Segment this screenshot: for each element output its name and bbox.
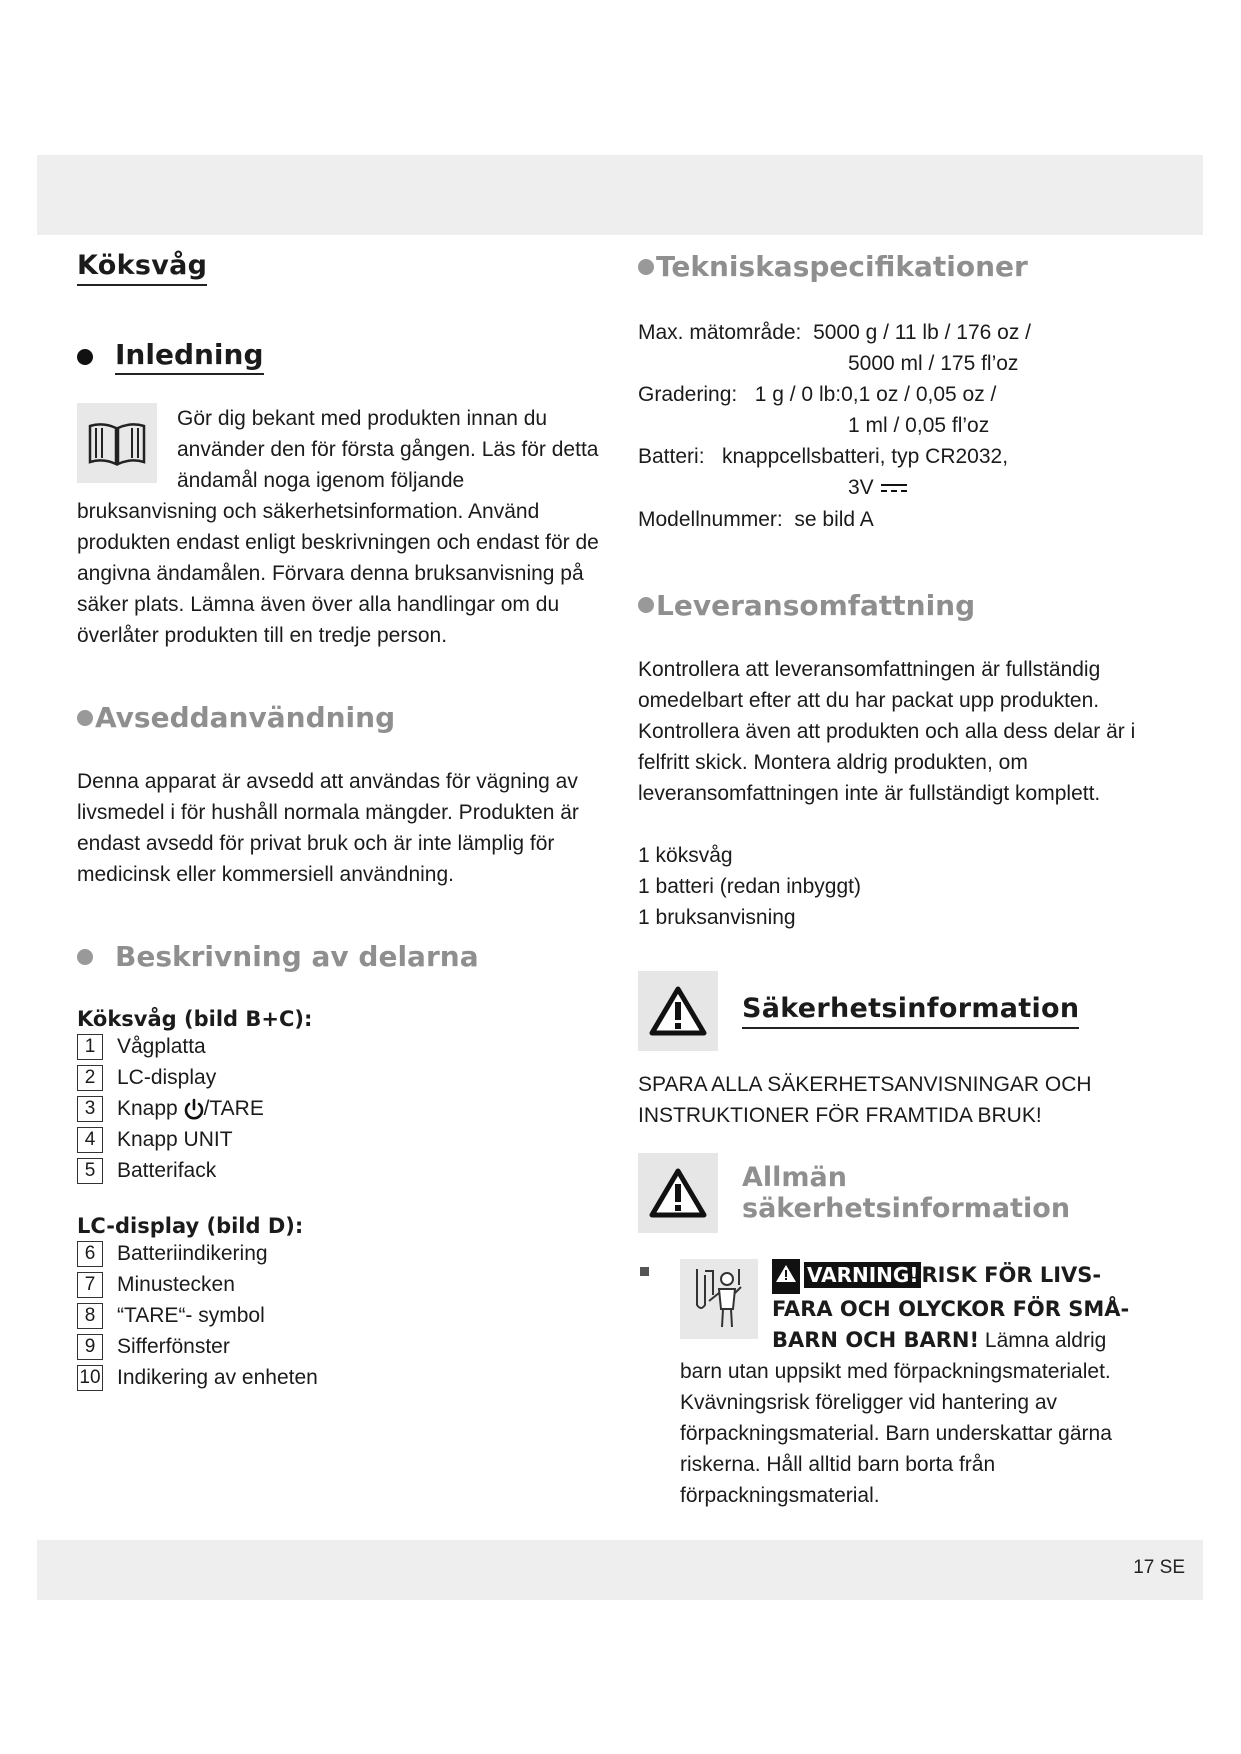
spec-row-cont: 3V bbox=[638, 472, 1178, 504]
warning-block bbox=[638, 1259, 1178, 1511]
general-safety-heading: Allmän säkerhetsinformation bbox=[742, 1161, 1071, 1224]
bullet-dot-icon bbox=[77, 949, 93, 965]
spec-row: Batteri: knappcellsbatteri, typ CR2032, bbox=[638, 445, 1009, 468]
part-item: 4 Knapp UNIT bbox=[77, 1124, 607, 1155]
list-item: 1 köksvåg bbox=[638, 843, 733, 867]
safety-caps-text: SPARA ALLA SÄKERHETSANVISNINGAR OCH INSTRUKTIONER FÖR FRAMTIDA BRUK! bbox=[638, 1072, 1092, 1127]
spec-row-cont: 1 ml / 0,05 fl’oz bbox=[848, 414, 990, 437]
warning-label: VARNING! bbox=[804, 1262, 921, 1288]
dc-symbol-icon bbox=[880, 473, 908, 504]
spec-row: Max. mätområde: 5000 g / 11 lb / 176 oz / bbox=[638, 321, 1031, 344]
header-band bbox=[37, 155, 1203, 235]
bullet-dot-icon bbox=[77, 710, 93, 726]
list-item: 1 batteri (redan inbyggt) bbox=[638, 874, 861, 898]
intended-use-heading: Avseddanvändning bbox=[77, 701, 607, 734]
bullet-dot-icon bbox=[77, 349, 93, 365]
intended-use-text: Denna apparat är avsedd att användas för vägning av livsmedel i för hushåll normala mängder. Produkten är endast avsedd för privat bruk och är inte lämplig för medicinsk eller kommersiell användning. bbox=[77, 770, 579, 886]
part-item: 8 “TARE“- symbol bbox=[77, 1300, 607, 1331]
spec-row: Gradering: 1 g / 0 lb:0,1 oz / 0,05 oz / bbox=[638, 383, 997, 406]
warning-line-2: FARA OCH OLYCKOR FÖR SMÅ- bbox=[772, 1296, 1130, 1321]
tech-specs bbox=[638, 317, 1178, 535]
footer-band bbox=[37, 1540, 1203, 1600]
power-icon bbox=[184, 1098, 204, 1120]
intro-text: Gör dig bekant med produkten innan du använder den för första gången. Läs för detta ändamål noga igenom följande bruksanvisning och säkerhetsinformation. Använd produkten endast enligt beskrivningen och endast för de angivna ändamålen. Förvara denna bruksanvisning på säker plats. Lämna även över alla handlingar om du överlåter produkten till en tredje person. bbox=[77, 407, 599, 647]
parts-group2-title: LC-display (bild D): bbox=[77, 1214, 304, 1238]
warning-small-icon bbox=[772, 1259, 800, 1294]
delivery-list bbox=[638, 840, 1178, 933]
right-column bbox=[638, 250, 1178, 1511]
delivery-heading: Leveransomfattning bbox=[638, 589, 1178, 622]
part-item: 1 Vågplatta bbox=[77, 1031, 607, 1062]
part-item: 10 Indikering av enheten bbox=[77, 1362, 607, 1393]
warning-triangle-icon bbox=[638, 971, 718, 1051]
intro-heading: Inledning bbox=[77, 338, 607, 375]
child-plastic-bag-icon bbox=[680, 1259, 758, 1339]
bullet-dot-icon bbox=[638, 597, 654, 613]
delivery-text: Kontrollera att leveransomfattningen är fullständig omedelbart efter att du har packat upp produkten. Kontrollera även att produkten och alla dess delar är i felfritt skick. Montera aldrig produkten, om leveransomfattningen inte är fullständigt komplett. bbox=[638, 657, 1136, 805]
list-item: 1 bruksanvisning bbox=[638, 905, 796, 929]
part-item: 7 Minustecken bbox=[77, 1269, 607, 1300]
safety-heading: Säkerhetsinformation bbox=[742, 993, 1079, 1029]
parts-heading: Beskrivning av delarna bbox=[77, 940, 607, 973]
bullet-square-icon bbox=[640, 1267, 649, 1276]
page-number: 17 SE bbox=[1133, 1557, 1185, 1578]
parts-list-1 bbox=[77, 1031, 607, 1186]
left-column bbox=[77, 250, 607, 1393]
parts-group1-title: Köksvåg (bild B+C): bbox=[77, 1007, 313, 1031]
warning-triangle-icon bbox=[638, 1153, 718, 1233]
spec-row-cont: 5000 ml / 175 fl’oz bbox=[848, 352, 1019, 375]
general-safety-heading-row bbox=[638, 1153, 1178, 1233]
part-item: 5 Batterifack bbox=[77, 1155, 607, 1186]
part-item: 2 LC-display bbox=[77, 1062, 607, 1093]
bullet-dot-icon bbox=[638, 259, 654, 275]
part-item: 9 Sifferfönster bbox=[77, 1331, 607, 1362]
part-item: 6 Batteriindikering bbox=[77, 1238, 607, 1269]
safety-heading-row bbox=[638, 971, 1178, 1051]
part-item: 3 Knapp /TARE bbox=[77, 1093, 607, 1124]
page-title: Köksvåg bbox=[77, 250, 207, 286]
tech-heading: Tekniskaspecifikationer bbox=[638, 250, 1178, 283]
manual-book-icon bbox=[77, 403, 157, 483]
warning-text: barn utan uppsikt med förpackningsmaterialet. Kvävningsrisk föreligger vid hantering av förpackningsmaterial. Barn underskattar gärna riskerna. Håll alltid barn borta från förpackningsmaterial. bbox=[680, 1359, 1112, 1507]
parts-list-2 bbox=[77, 1238, 607, 1393]
intro-block bbox=[77, 403, 607, 651]
warning-line-3: BARN OCH BARN! Lämna aldrig bbox=[772, 1327, 1107, 1352]
spec-row: Modellnummer: se bild A bbox=[638, 507, 874, 531]
warning-line-1: VARNING! RISK FÖR LIVS- bbox=[638, 1259, 1178, 1294]
